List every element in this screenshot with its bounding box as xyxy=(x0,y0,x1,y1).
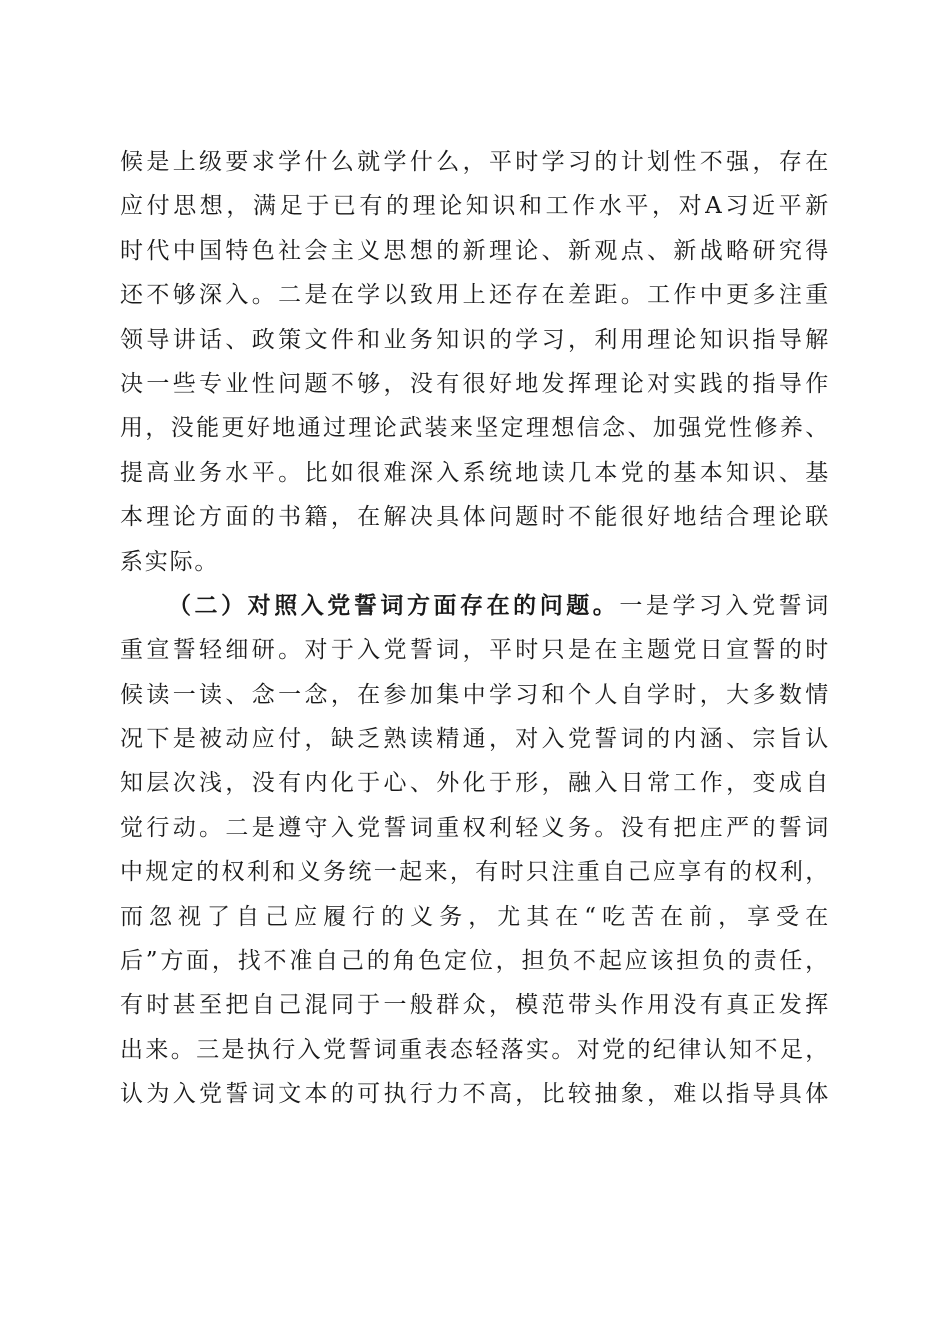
text-line: 候读一读、念一念，在参加集中学习和个人自学时，大多数情 xyxy=(120,681,830,708)
text-line: 重宣誓轻细研。对于入党誓词，平时只是在主题党日宣誓的时 xyxy=(120,637,830,664)
paragraph-first-line xyxy=(120,584,830,628)
text-line: 觉行动。二是遵守入党誓词重权利轻义务。没有把庄严的誓词 xyxy=(120,814,830,841)
text-line: 候是上级要求学什么就学什么，平时学习的计划性不强，存在 xyxy=(120,149,830,175)
text-line: 中规定的权利和义务统一起来，有时只注重自己应享有的权利， xyxy=(120,859,830,886)
text-line: 系实际。 xyxy=(120,548,220,575)
text-line: 应付思想，满足于已有的理论知识和工作水平，对A习近平新 xyxy=(120,193,830,220)
paragraph-oath-issues xyxy=(120,584,830,1117)
text-line: 时代中国特色社会主义思想的新理论、新观点、新战略研究得 xyxy=(120,237,830,264)
text-line: 后”方面，找不准自己的角色定位，担负不起应该担负的责任， xyxy=(120,948,830,975)
heading-continuation: 一是学习入党誓词 xyxy=(619,592,830,619)
text-line: 有时甚至把自己混同于一般群众，模范带头作用没有真正发挥 xyxy=(120,992,830,1019)
text-line: 知层次浅，没有内化于心、外化于形，融入日常工作，变成自 xyxy=(120,770,830,797)
body-text xyxy=(120,140,830,1117)
text-line: 领导讲话、政策文件和业务知识的学习，利用理论知识指导解 xyxy=(120,326,830,353)
text-line: 提高业务水平。比如很难深入系统地读几本党的基本知识、基 xyxy=(120,459,830,486)
paragraph-theory-study xyxy=(120,140,830,584)
text-line: 决一些专业性问题不够，没有很好地发挥理论对实践的指导作 xyxy=(120,370,830,397)
text-line: 本理论方面的书籍，在解决具体问题时不能很好地结合理论联 xyxy=(120,504,830,531)
text-line: 况下是被动应付，缺乏熟读精通，对入党誓词的内涵、宗旨认 xyxy=(120,726,830,753)
section-heading: （二）对照入党誓词方面存在的问题。 xyxy=(168,591,620,619)
text-line: 认为入党誓词文本的可执行力不高，比较抽象，难以指导具体 xyxy=(120,1081,830,1108)
text-line: 出来。三是执行入党誓词重表态轻落实。对党的纪律认知不足， xyxy=(120,1036,830,1063)
text-line: 用，没能更好地通过理论武装来坚定理想信念、加强党性修养、 xyxy=(120,415,830,442)
text-line: 还不够深入。二是在学以致用上还存在差距。工作中更多注重 xyxy=(120,282,830,309)
text-line: 而忽视了自己应履行的义务，尤其在“吃苦在前，享受在 xyxy=(120,903,830,930)
